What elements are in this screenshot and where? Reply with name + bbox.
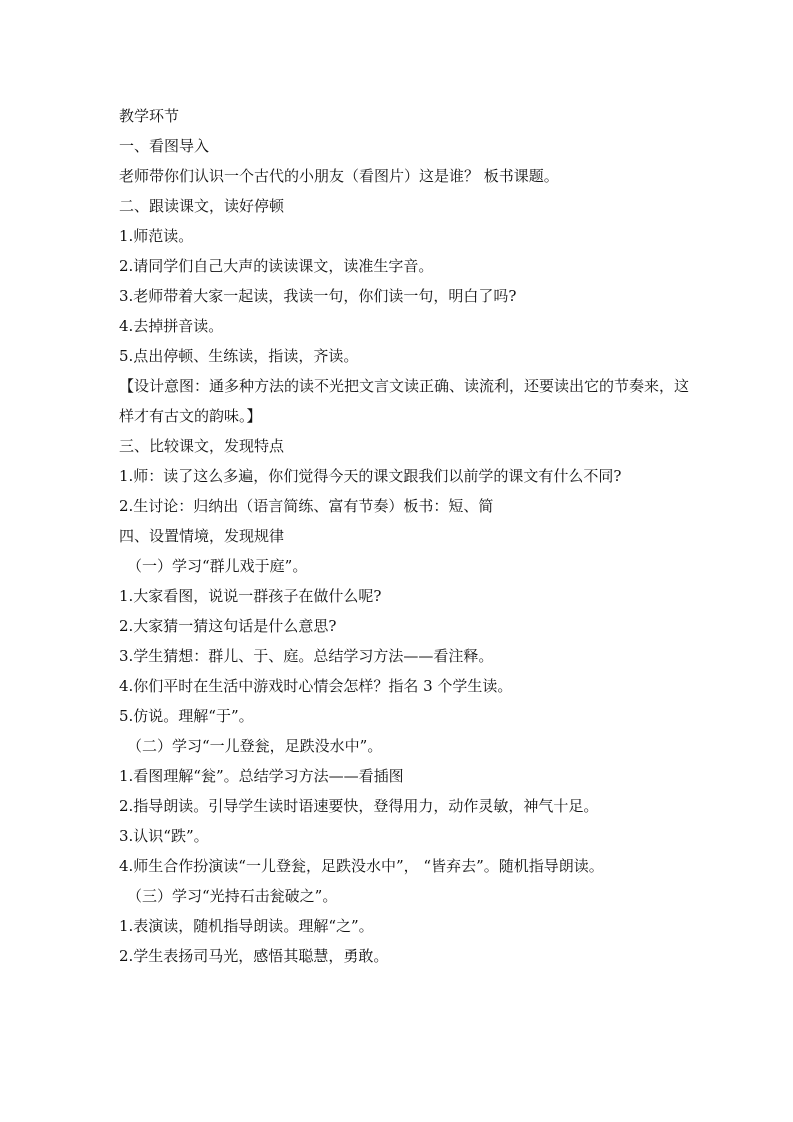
list-item: 1.看图理解“瓮”。总结学习方法——看插图 — [119, 767, 404, 785]
section-heading-4: 四、设置情境，发现规律 — [119, 527, 285, 545]
list-item: 1.师范读。 — [119, 227, 194, 245]
section-heading-1: 一、看图导入 — [119, 137, 210, 155]
paragraph: 老师带你们认识一个古代的小朋友（看图片）这是谁？ 板书课题。 — [119, 167, 559, 185]
list-item: 1.大家看图，说说一群孩子在做什么呢? — [119, 587, 382, 605]
subsection-heading: （二）学习“一儿登瓮，足跌没水中”。 — [127, 737, 383, 755]
section-heading-3: 三、比较课文，发现特点 — [119, 437, 285, 455]
list-item: 2.指导朗读。引导学生读时语速要快，登得用力，动作灵敏，神气十足。 — [119, 797, 599, 815]
list-item: 4.你们平时在生活中游戏时心情会怎样？指名 3 个学生读。 — [119, 677, 513, 695]
section-title: 教学环节 — [119, 107, 180, 125]
subsection-heading: （一）学习“群儿戏于庭”。 — [127, 557, 308, 575]
list-item: 5.点出停顿、生练读，指读，齐读。 — [119, 347, 359, 365]
list-item: 1.表演读，随机指导朗读。理解“之”。 — [119, 917, 374, 935]
list-item: 2.学生表扬司马光，感悟其聪慧，勇敢。 — [119, 947, 389, 965]
list-item: 2.生讨论：归纳出（语言简练、富有节奏）板书：短、简 — [119, 497, 494, 515]
list-item: 2.请同学们自己大声的读读课文，读准生字音。 — [119, 257, 434, 275]
list-item: 4.去掉拼音读。 — [119, 317, 224, 335]
list-item: 2.大家猜一猜这句话是什么意思? — [119, 617, 337, 635]
design-intent-note: 【设计意图：通多种方法的读不光把文言文读正确、读流利，还要读出它的节奏来，这样才有古文的韵味。】 — [119, 377, 690, 425]
section-heading-2: 二、跟读课文，读好停顿 — [119, 197, 285, 215]
list-item: 1.师：读了这么多遍，你们觉得今天的课文跟我们以前学的课文有什么不同? — [119, 467, 622, 485]
list-item: 5.仿说。理解“于”。 — [119, 707, 254, 725]
subsection-heading: （三）学习“光持石击瓮破之”。 — [127, 887, 338, 905]
document-body — [119, 101, 689, 971]
list-item: 3.老师带着大家一起读，我读一句，你们读一句，明白了吗? — [119, 287, 517, 305]
list-item: 4.师生合作扮演读“一儿登瓮，足跌没水中”， “皆弃去”。随机指导朗读。 — [119, 857, 604, 875]
list-item: 3.学生猜想：群儿、于、庭。总结学习方法——看注释。 — [119, 647, 494, 665]
list-item: 3.认识“跌”。 — [119, 827, 209, 845]
